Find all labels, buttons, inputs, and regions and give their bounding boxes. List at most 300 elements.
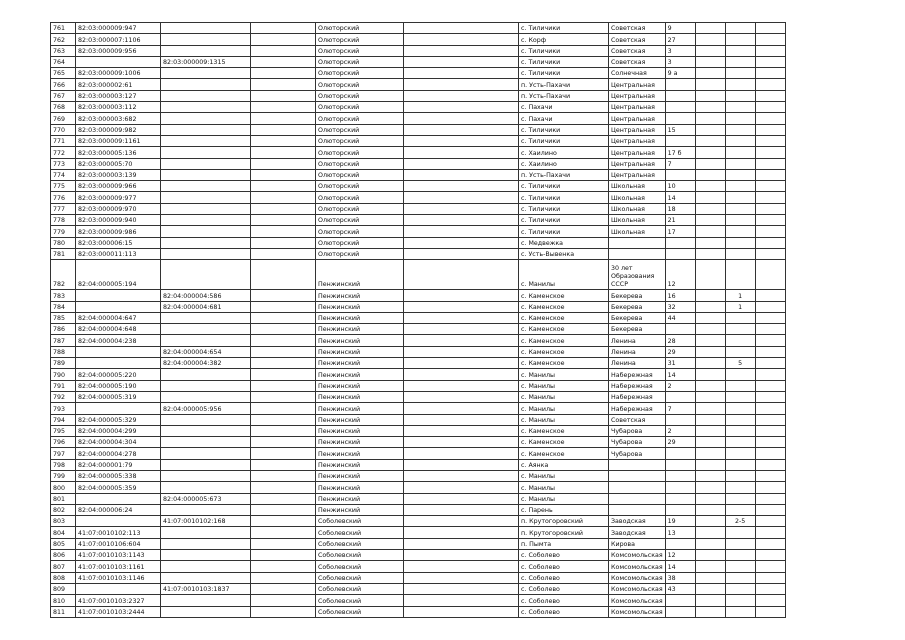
cadastral-number-cell: 82:04:000004:238 xyxy=(76,335,161,346)
settlement-cell: с. Тиличики xyxy=(519,192,609,203)
empty-cell xyxy=(404,260,519,290)
cadastral-number-cell xyxy=(76,358,161,369)
empty-cell xyxy=(695,482,725,493)
apartment-cell xyxy=(725,606,755,617)
cadastral-number-cell xyxy=(76,583,161,594)
cadastral-number-cell: 82:04:000004:299 xyxy=(76,425,161,436)
district-cell: Пенжинский xyxy=(316,260,404,290)
row-number-cell: 801 xyxy=(51,493,76,504)
settlement-cell: с. Тиличики xyxy=(519,203,609,214)
empty-cell xyxy=(404,248,519,259)
empty-cell xyxy=(695,147,725,158)
empty-cell xyxy=(404,358,519,369)
street-cell: Чубарова xyxy=(609,448,666,459)
empty-cell xyxy=(755,90,785,101)
empty-cell xyxy=(404,324,519,335)
table-row xyxy=(51,301,786,312)
apartment-cell xyxy=(725,459,755,470)
empty-cell xyxy=(695,448,725,459)
apartment-cell xyxy=(725,79,755,90)
row-number-cell: 797 xyxy=(51,448,76,459)
empty-cell xyxy=(755,260,785,290)
apartment-cell xyxy=(725,248,755,259)
cadastral-number-cell: 82:04:000005:194 xyxy=(76,260,161,290)
empty-cell xyxy=(404,301,519,312)
row-number-cell: 763 xyxy=(51,45,76,56)
street-cell: Советская xyxy=(609,34,666,45)
empty-cell xyxy=(755,459,785,470)
house-cell: 12 xyxy=(665,550,695,561)
table-row xyxy=(51,23,786,34)
empty-cell xyxy=(251,380,316,391)
empty-cell xyxy=(695,550,725,561)
district-cell: Соболевский xyxy=(316,595,404,606)
apartment-cell xyxy=(725,425,755,436)
street-cell: Комсомольская xyxy=(609,572,666,583)
street-cell: Школьная xyxy=(609,226,666,237)
cadastral-number-alt-cell xyxy=(161,380,251,391)
house-cell xyxy=(665,237,695,248)
apartment-cell xyxy=(725,56,755,67)
cadastral-number-cell: 82:04:000005:190 xyxy=(76,380,161,391)
row-number-cell: 808 xyxy=(51,572,76,583)
street-cell: Центральная xyxy=(609,135,666,146)
district-cell: Олюторский xyxy=(316,34,404,45)
empty-cell xyxy=(404,414,519,425)
house-cell: 15 xyxy=(665,124,695,135)
settlement-cell: п. Усть-Пахачи xyxy=(519,79,609,90)
empty-cell xyxy=(251,181,316,192)
empty-cell xyxy=(404,169,519,180)
cadastral-number-alt-cell xyxy=(161,437,251,448)
street-cell: Комсомольская xyxy=(609,595,666,606)
apartment-cell: 1 xyxy=(725,290,755,301)
row-number-cell: 782 xyxy=(51,260,76,290)
empty-cell xyxy=(755,346,785,357)
cadastral-number-alt-cell xyxy=(161,90,251,101)
apartment-cell xyxy=(725,583,755,594)
cadastral-number-cell: 82:03:000003:682 xyxy=(76,113,161,124)
cadastral-number-alt-cell xyxy=(161,79,251,90)
table-row xyxy=(51,527,786,538)
cadastral-number-alt-cell xyxy=(161,192,251,203)
empty-cell xyxy=(251,124,316,135)
empty-cell xyxy=(695,237,725,248)
house-cell: 21 xyxy=(665,215,695,226)
settlement-cell: с. Каменское xyxy=(519,301,609,312)
empty-cell xyxy=(251,437,316,448)
empty-cell xyxy=(695,113,725,124)
settlement-cell: с. Каменское xyxy=(519,448,609,459)
empty-cell xyxy=(755,572,785,583)
empty-cell xyxy=(251,34,316,45)
empty-cell xyxy=(251,346,316,357)
cadastral-number-alt-cell xyxy=(161,482,251,493)
empty-cell xyxy=(404,493,519,504)
cadastral-number-cell: 82:03:000005:136 xyxy=(76,147,161,158)
apartment-cell: 5 xyxy=(725,358,755,369)
cadastral-number-cell: 41:07:0010103:1146 xyxy=(76,572,161,583)
empty-cell xyxy=(695,56,725,67)
settlement-cell: с. Манилы xyxy=(519,369,609,380)
district-cell: Пенжинский xyxy=(316,425,404,436)
apartment-cell xyxy=(725,260,755,290)
cadastral-number-cell: 82:03:000009:970 xyxy=(76,203,161,214)
empty-cell xyxy=(251,504,316,515)
empty-cell xyxy=(755,301,785,312)
apartment-cell xyxy=(725,226,755,237)
cadastral-number-cell: 41:07:0010102:113 xyxy=(76,527,161,538)
empty-cell xyxy=(695,226,725,237)
empty-cell xyxy=(695,23,725,34)
cadastral-number-cell xyxy=(76,403,161,414)
empty-cell xyxy=(404,45,519,56)
house-cell xyxy=(665,248,695,259)
row-number-cell: 769 xyxy=(51,113,76,124)
empty-cell xyxy=(755,437,785,448)
property-register-table xyxy=(50,22,786,618)
table-row xyxy=(51,79,786,90)
house-cell: 17 б xyxy=(665,147,695,158)
house-cell: 13 xyxy=(665,527,695,538)
empty-cell xyxy=(404,595,519,606)
table-row xyxy=(51,45,786,56)
district-cell: Пенжинский xyxy=(316,380,404,391)
district-cell: Соболевский xyxy=(316,538,404,549)
street-cell: Кирова xyxy=(609,538,666,549)
cadastral-number-alt-cell xyxy=(161,226,251,237)
empty-cell xyxy=(404,312,519,323)
cadastral-number-alt-cell xyxy=(161,34,251,45)
street-cell: Ленина xyxy=(609,335,666,346)
cadastral-number-alt-cell: 82:03:000009:1315 xyxy=(161,56,251,67)
settlement-cell: с. Каменское xyxy=(519,425,609,436)
district-cell: Олюторский xyxy=(316,135,404,146)
row-number-cell: 799 xyxy=(51,470,76,481)
empty-cell xyxy=(251,147,316,158)
empty-cell xyxy=(251,550,316,561)
apartment-cell xyxy=(725,380,755,391)
cadastral-number-cell xyxy=(76,301,161,312)
settlement-cell: с. Соболево xyxy=(519,550,609,561)
settlement-cell: с. Манилы xyxy=(519,391,609,402)
row-number-cell: 787 xyxy=(51,335,76,346)
cadastral-number-alt-cell xyxy=(161,595,251,606)
empty-cell xyxy=(251,192,316,203)
cadastral-number-alt-cell xyxy=(161,248,251,259)
apartment-cell xyxy=(725,561,755,572)
empty-cell xyxy=(755,583,785,594)
house-cell: 14 xyxy=(665,561,695,572)
empty-cell xyxy=(755,158,785,169)
empty-cell xyxy=(251,68,316,79)
row-number-cell: 788 xyxy=(51,346,76,357)
settlement-cell: с. Манилы xyxy=(519,403,609,414)
house-cell: 44 xyxy=(665,312,695,323)
street-cell: Центральная xyxy=(609,79,666,90)
cadastral-number-cell: 82:03:000011:113 xyxy=(76,248,161,259)
street-cell: Чубарова xyxy=(609,425,666,436)
empty-cell xyxy=(404,23,519,34)
empty-cell xyxy=(755,606,785,617)
settlement-cell: с. Манилы xyxy=(519,482,609,493)
settlement-cell: с. Тиличики xyxy=(519,181,609,192)
settlement-cell: с. Пахачи xyxy=(519,102,609,113)
house-cell xyxy=(665,90,695,101)
table-row xyxy=(51,403,786,414)
cadastral-number-alt-cell xyxy=(161,147,251,158)
empty-cell xyxy=(695,369,725,380)
settlement-cell: с. Каменское xyxy=(519,346,609,357)
street-cell: Советская xyxy=(609,56,666,67)
street-cell: Центральная xyxy=(609,102,666,113)
settlement-cell: с. Аянка xyxy=(519,459,609,470)
apartment-cell: 2-5 xyxy=(725,516,755,527)
settlement-cell: с. Тиличики xyxy=(519,45,609,56)
house-cell: 19 xyxy=(665,516,695,527)
cadastral-number-cell: 82:03:000003:112 xyxy=(76,102,161,113)
row-number-cell: 761 xyxy=(51,23,76,34)
street-cell: Набережная xyxy=(609,403,666,414)
empty-cell xyxy=(755,45,785,56)
house-cell xyxy=(665,504,695,515)
cadastral-number-alt-cell xyxy=(161,215,251,226)
apartment-cell xyxy=(725,181,755,192)
district-cell: Олюторский xyxy=(316,169,404,180)
empty-cell xyxy=(404,237,519,248)
table-row xyxy=(51,68,786,79)
empty-cell xyxy=(695,169,725,180)
apartment-cell xyxy=(725,335,755,346)
district-cell: Пенжинский xyxy=(316,403,404,414)
street-cell: Солнечная xyxy=(609,68,666,79)
house-cell: 29 xyxy=(665,346,695,357)
settlement-cell: с. Соболево xyxy=(519,583,609,594)
settlement-cell: п. Пымта xyxy=(519,538,609,549)
street-cell: Заводская xyxy=(609,516,666,527)
empty-cell xyxy=(755,124,785,135)
row-number-cell: 780 xyxy=(51,237,76,248)
settlement-cell: с. Манилы xyxy=(519,470,609,481)
table-row xyxy=(51,147,786,158)
empty-cell xyxy=(755,335,785,346)
empty-cell xyxy=(404,68,519,79)
row-number-cell: 768 xyxy=(51,102,76,113)
cadastral-number-alt-cell xyxy=(161,335,251,346)
empty-cell xyxy=(755,226,785,237)
empty-cell xyxy=(755,470,785,481)
cadastral-number-cell: 82:03:000009:982 xyxy=(76,124,161,135)
table-row xyxy=(51,248,786,259)
table-row xyxy=(51,56,786,67)
district-cell: Пенжинский xyxy=(316,324,404,335)
empty-cell xyxy=(695,158,725,169)
house-cell: 3 xyxy=(665,45,695,56)
street-cell: Набережная xyxy=(609,380,666,391)
empty-cell xyxy=(404,192,519,203)
cadastral-number-cell xyxy=(76,56,161,67)
district-cell: Олюторский xyxy=(316,248,404,259)
empty-cell xyxy=(755,425,785,436)
empty-cell xyxy=(251,572,316,583)
cadastral-number-alt-cell xyxy=(161,260,251,290)
empty-cell xyxy=(404,448,519,459)
empty-cell xyxy=(404,335,519,346)
district-cell: Олюторский xyxy=(316,56,404,67)
house-cell xyxy=(665,113,695,124)
empty-cell xyxy=(251,215,316,226)
house-cell xyxy=(665,169,695,180)
table-row xyxy=(51,102,786,113)
street-cell: Набережная xyxy=(609,369,666,380)
district-cell: Пенжинский xyxy=(316,459,404,470)
empty-cell xyxy=(404,79,519,90)
apartment-cell xyxy=(725,158,755,169)
apartment-cell xyxy=(725,237,755,248)
district-cell: Олюторский xyxy=(316,147,404,158)
house-cell: 18 xyxy=(665,203,695,214)
apartment-cell xyxy=(725,124,755,135)
empty-cell xyxy=(404,147,519,158)
settlement-cell: с. Манилы xyxy=(519,493,609,504)
district-cell: Соболевский xyxy=(316,516,404,527)
apartment-cell xyxy=(725,437,755,448)
empty-cell xyxy=(755,237,785,248)
apartment-cell xyxy=(725,391,755,402)
cadastral-number-alt-cell xyxy=(161,203,251,214)
empty-cell xyxy=(695,215,725,226)
street-cell: Центральная xyxy=(609,113,666,124)
row-number-cell: 807 xyxy=(51,561,76,572)
settlement-cell: с. Каменское xyxy=(519,335,609,346)
empty-cell xyxy=(251,516,316,527)
empty-cell xyxy=(251,324,316,335)
settlement-cell: п. Крутогоровский xyxy=(519,516,609,527)
cadastral-number-alt-cell xyxy=(161,158,251,169)
settlement-cell: с. Каменское xyxy=(519,290,609,301)
table-row xyxy=(51,226,786,237)
apartment-cell xyxy=(725,448,755,459)
empty-cell xyxy=(755,248,785,259)
house-cell xyxy=(665,606,695,617)
table-row xyxy=(51,135,786,146)
settlement-cell: с. Хаилино xyxy=(519,158,609,169)
house-cell xyxy=(665,493,695,504)
cadastral-number-cell: 41:07:0010106:604 xyxy=(76,538,161,549)
cadastral-number-alt-cell xyxy=(161,45,251,56)
cadastral-number-cell: 82:04:000005:319 xyxy=(76,391,161,402)
row-number-cell: 803 xyxy=(51,516,76,527)
row-number-cell: 767 xyxy=(51,90,76,101)
table-row xyxy=(51,414,786,425)
row-number-cell: 806 xyxy=(51,550,76,561)
empty-cell xyxy=(755,135,785,146)
empty-cell xyxy=(755,504,785,515)
empty-cell xyxy=(404,391,519,402)
empty-cell xyxy=(695,391,725,402)
settlement-cell: с. Соболево xyxy=(519,561,609,572)
row-number-cell: 809 xyxy=(51,583,76,594)
street-cell: Бекерева xyxy=(609,324,666,335)
district-cell: Олюторский xyxy=(316,124,404,135)
empty-cell xyxy=(755,203,785,214)
house-cell: 7 xyxy=(665,403,695,414)
apartment-cell xyxy=(725,192,755,203)
cadastral-number-cell: 82:03:000009:1161 xyxy=(76,135,161,146)
street-cell xyxy=(609,493,666,504)
empty-cell xyxy=(404,482,519,493)
district-cell: Пенжинский xyxy=(316,493,404,504)
cadastral-number-alt-cell: 41:07:0010102:168 xyxy=(161,516,251,527)
empty-cell xyxy=(404,550,519,561)
empty-cell xyxy=(695,346,725,357)
empty-cell xyxy=(695,102,725,113)
empty-cell xyxy=(404,527,519,538)
empty-cell xyxy=(404,102,519,113)
row-number-cell: 777 xyxy=(51,203,76,214)
settlement-cell: с. Манилы xyxy=(519,260,609,290)
empty-cell xyxy=(755,595,785,606)
empty-cell xyxy=(404,203,519,214)
empty-cell xyxy=(404,369,519,380)
empty-cell xyxy=(404,90,519,101)
district-cell: Пенжинский xyxy=(316,391,404,402)
settlement-cell: с. Каменское xyxy=(519,312,609,323)
empty-cell xyxy=(695,248,725,259)
apartment-cell xyxy=(725,68,755,79)
house-cell: 27 xyxy=(665,34,695,45)
row-number-cell: 771 xyxy=(51,135,76,146)
cadastral-number-alt-cell xyxy=(161,237,251,248)
table-row xyxy=(51,203,786,214)
empty-cell xyxy=(251,102,316,113)
empty-cell xyxy=(755,79,785,90)
district-cell: Олюторский xyxy=(316,68,404,79)
empty-cell xyxy=(251,606,316,617)
cadastral-number-alt-cell xyxy=(161,538,251,549)
cadastral-number-alt-cell xyxy=(161,369,251,380)
apartment-cell xyxy=(725,34,755,45)
cadastral-number-cell: 41:07:0010103:1161 xyxy=(76,561,161,572)
cadastral-number-alt-cell: 82:04:000005:956 xyxy=(161,403,251,414)
house-cell: 10 xyxy=(665,181,695,192)
empty-cell xyxy=(755,56,785,67)
apartment-cell xyxy=(725,493,755,504)
empty-cell xyxy=(695,45,725,56)
settlement-cell: с. Тиличики xyxy=(519,135,609,146)
settlement-cell: с. Корф xyxy=(519,34,609,45)
cadastral-number-cell: 82:03:000009:940 xyxy=(76,215,161,226)
empty-cell xyxy=(755,414,785,425)
empty-cell xyxy=(755,23,785,34)
empty-cell xyxy=(404,606,519,617)
empty-cell xyxy=(251,391,316,402)
cadastral-number-cell: 82:04:000005:329 xyxy=(76,414,161,425)
house-cell xyxy=(665,448,695,459)
house-cell: 9 xyxy=(665,23,695,34)
street-cell xyxy=(609,237,666,248)
house-cell xyxy=(665,79,695,90)
apartment-cell xyxy=(725,215,755,226)
empty-cell xyxy=(755,192,785,203)
apartment-cell xyxy=(725,538,755,549)
settlement-cell: с. Соболево xyxy=(519,606,609,617)
empty-cell xyxy=(755,102,785,113)
district-cell: Олюторский xyxy=(316,102,404,113)
empty-cell xyxy=(755,169,785,180)
district-cell: Соболевский xyxy=(316,550,404,561)
cadastral-number-alt-cell xyxy=(161,391,251,402)
